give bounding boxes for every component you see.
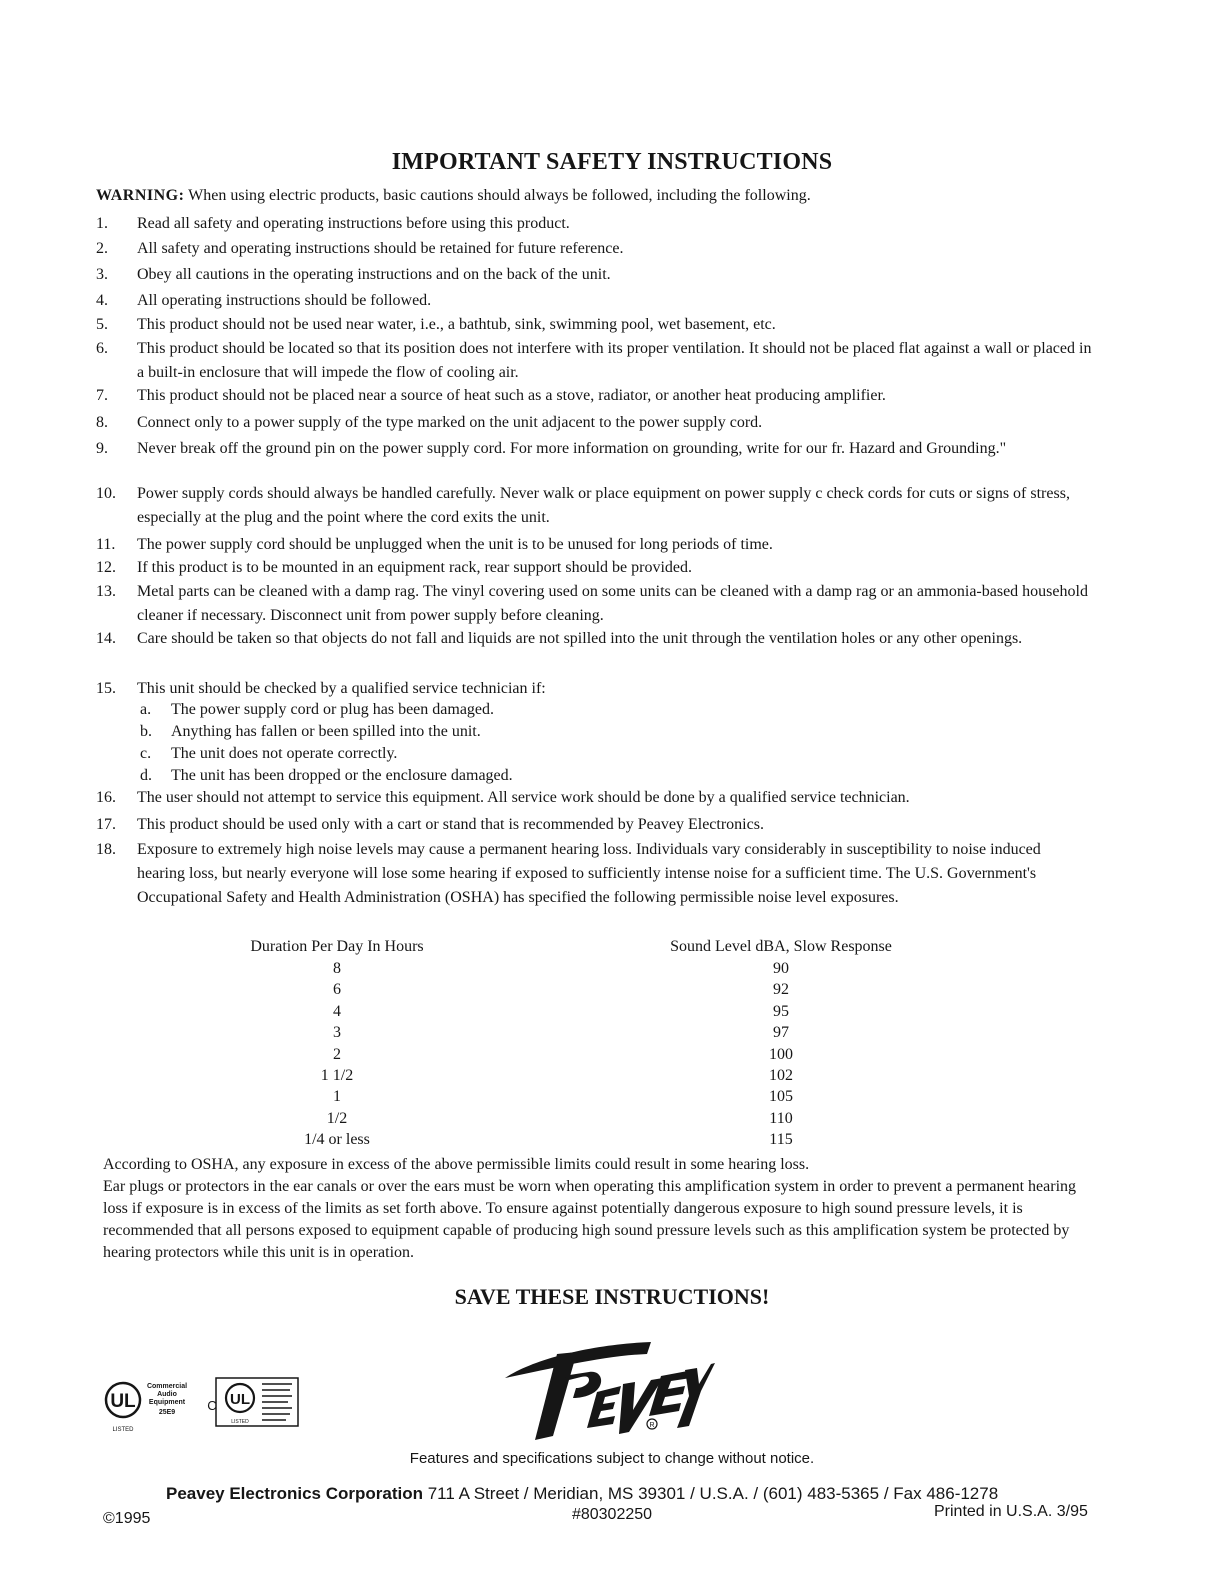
sound-level-header: Sound Level dBA, Slow Response xyxy=(670,938,892,955)
sound-level-cell: 95 xyxy=(773,1002,789,1020)
company-address: 711 A Street / Meridian, MS 39301 / U.S.A. / (601) 483-5365 / Fax 486-1278 xyxy=(422,1484,999,1503)
duration-cell: 1/2 xyxy=(326,1109,348,1127)
warning-text: When using electric products, basic cautions should always be followed, including the following. xyxy=(188,187,811,204)
sound-level-cell: 92 xyxy=(773,981,789,999)
duration-cell: 3 xyxy=(333,1024,341,1042)
svg-text:R: R xyxy=(649,1422,655,1429)
sound-level-cell: 105 xyxy=(769,1088,793,1106)
save-instructions-heading: SAVE THESE INSTRUCTIONS! xyxy=(454,1284,770,1309)
sub-item-letter: a. xyxy=(140,701,152,718)
ul-listed-text: LISTED xyxy=(112,1427,134,1433)
ul-text-line: Commercial xyxy=(146,1383,188,1390)
sub-list-item xyxy=(140,699,494,721)
item-number: 4. xyxy=(96,292,108,309)
duration-cell: 8 xyxy=(333,960,341,977)
item-number: 2. xyxy=(96,240,108,257)
ul-text-line: Equipment xyxy=(148,1399,186,1406)
ear-protection-paragraph: Ear plugs or protectors in the ear canals or over the ears must be worn when operating this amplification system in order to prevent a permanent hearing loss if exposure is in excess of the limits as set forth above. To ensure against potentially dangerous exposure to high sound pressure levels, it is recommended that all persons exposed to equipment capable of producing high sound pressure levels such as this amplification system be protected by hearing protectors while this unit is in operation. xyxy=(103,1178,1077,1261)
sound-level-column xyxy=(640,936,922,1151)
item-text: Care should be taken so that objects do not fall and liquids are not spilled into the unit through the ventilation holes or any other openings. xyxy=(137,630,1023,647)
item-number: 16. xyxy=(96,789,116,806)
osha-paragraph: According to OSHA, any exposure in excess of the above permissible limits could result in some hearing loss. xyxy=(103,1156,810,1173)
ul-commercial-audio-mark xyxy=(102,1376,212,1436)
item-number: 6. xyxy=(96,340,108,357)
item-number: 17. xyxy=(96,816,116,833)
item-text: This product should be located so that its position does not interfere with its proper ventilation. It should not be placed flat against a wall or placed in a built-in enclosure that will impede the flow of cooling air. xyxy=(137,340,1092,381)
item-text: Obey all cautions in the operating instructions and on the back of the unit. xyxy=(137,266,611,283)
item-text: The power supply cord should be unplugged when the unit is to be unused for long periods of time. xyxy=(137,536,773,553)
item-text: Metal parts can be cleaned with a damp rag. The vinyl covering used on some units can be cleaned with a damp rag or an ammonia-based household cleaner if necessary. Disconnect unit from power supply before cleaning. xyxy=(137,583,1088,624)
item-number: 11. xyxy=(96,536,116,553)
ul-listed-text: LISTED xyxy=(231,1419,249,1425)
duration-header: Duration Per Day In Hours xyxy=(250,938,424,955)
item-text: This product should not be placed near a source of heat such as a stove, radiator, or another heat producing amplifier. xyxy=(137,387,886,404)
sub-list-item xyxy=(140,743,397,765)
sub-list-item xyxy=(140,721,481,743)
item-text: Exposure to extremely high noise levels may cause a permanent hearing loss. Individuals vary considerably in susceptibility to noise induced hearing loss, but nearly everyone will lose some hearing if exposed to sufficiently intense noise for a sufficient time. The U.S. Government's Occupational Safety and Health Administration (OSHA) has specified the following permissible noise level exposures. xyxy=(137,841,1041,906)
item-text: Read all safety and operating instructions before using this product. xyxy=(137,215,570,232)
item-text: The user should not attempt to service this equipment. All service work should be done by a qualified service technician. xyxy=(137,789,910,806)
item-number: 7. xyxy=(96,387,108,404)
warning-line xyxy=(96,186,1096,206)
item-number: 12. xyxy=(96,559,116,576)
ul-symbol: UL xyxy=(230,1391,250,1408)
item-number: 14. xyxy=(96,630,116,647)
ul-text-line: Audio xyxy=(157,1391,177,1398)
features-notice: Features and specifications subject to change without notice. xyxy=(409,1450,815,1467)
duration-column xyxy=(227,936,447,1151)
item-text: This unit should be checked by a qualified service technician if: xyxy=(137,680,546,697)
item-number: 8. xyxy=(96,414,108,431)
copyright: ©1995 xyxy=(103,1510,151,1527)
ul-text-line: 25E9 xyxy=(158,1409,176,1416)
sub-item-letter: c. xyxy=(140,745,152,762)
sound-level-cell: 90 xyxy=(773,960,789,977)
sub-item-text: The unit has been dropped or the enclosure damaged. xyxy=(171,767,513,784)
sub-item-text: The power supply cord or plug has been damaged. xyxy=(171,701,495,718)
sub-item-text: The unit does not operate correctly. xyxy=(171,745,398,762)
sound-level-cell: 110 xyxy=(769,1109,793,1127)
sound-level-cell: 115 xyxy=(769,1131,793,1149)
item-text: This product should not be used near water, i.e., a bathtub, sink, swimming pool, wet basement, etc. xyxy=(137,316,776,333)
item-number: 10. xyxy=(96,485,116,502)
item-text: Power supply cords should always be handled carefully. Never walk or place equipment on power supply c check cords for cuts or signs of stress, especially at the plug and the point where the cord exits the unit. xyxy=(137,485,1070,526)
ul-symbol: UL xyxy=(110,1391,136,1412)
item-text: Connect only to a power supply of the type marked on the unit adjacent to the power supply cord. xyxy=(137,414,763,431)
duration-cell: 1 1/2 xyxy=(320,1066,354,1084)
sub-item-letter: b. xyxy=(140,723,152,740)
company-line xyxy=(166,1484,998,1504)
sub-list-item xyxy=(140,765,513,787)
sound-level-cell: 97 xyxy=(773,1024,789,1042)
item-number: 1. xyxy=(96,215,108,232)
duration-cell: 4 xyxy=(333,1002,341,1020)
item-text: All safety and operating instructions should be retained for future reference. xyxy=(137,240,624,257)
sound-level-cell: 100 xyxy=(769,1045,793,1063)
item-text: All operating instructions should be followed. xyxy=(137,292,432,309)
duration-cell: 1/4 or less xyxy=(304,1131,370,1149)
ul-fine-print xyxy=(262,1384,292,1420)
item-text: This product should be used only with a cart or stand that is recommended by Peavey Electronics. xyxy=(137,816,764,833)
ul-c-prefix: C xyxy=(207,1398,217,1413)
duration-cell: 6 xyxy=(333,981,341,999)
item-number: 15. xyxy=(96,680,116,697)
company-name: Peavey Electronics Corporation xyxy=(166,1484,423,1503)
duration-cell: 1 xyxy=(333,1088,341,1106)
item-number: 3. xyxy=(96,266,108,283)
sub-item-text: Anything has fallen or been spilled into the unit. xyxy=(171,723,481,740)
catalog-number: #80302250 xyxy=(571,1506,653,1523)
warning-label: WARNING: xyxy=(96,187,185,204)
item-text: If this product is to be mounted in an equipment rack, rear support should be provided. xyxy=(137,559,692,576)
item-number: 18. xyxy=(96,841,116,858)
duration-cell: 2 xyxy=(333,1045,341,1063)
printed-notice: Printed in U.S.A. 3/95 xyxy=(934,1503,1088,1520)
page-title: IMPORTANT SAFETY INSTRUCTIONS xyxy=(391,149,833,175)
sound-level-cell: 102 xyxy=(769,1066,793,1084)
item-number: 13. xyxy=(96,583,116,600)
item-text: Never break off the ground pin on the power supply cord. For more information on grounding, write for our fr. Hazard and Grounding." xyxy=(137,440,1007,457)
item-number: 5. xyxy=(96,316,108,333)
ul-canada-mark xyxy=(204,1376,300,1432)
item-number: 9. xyxy=(96,440,108,457)
sub-item-letter: d. xyxy=(140,767,152,784)
peavey-logo xyxy=(505,1336,715,1448)
